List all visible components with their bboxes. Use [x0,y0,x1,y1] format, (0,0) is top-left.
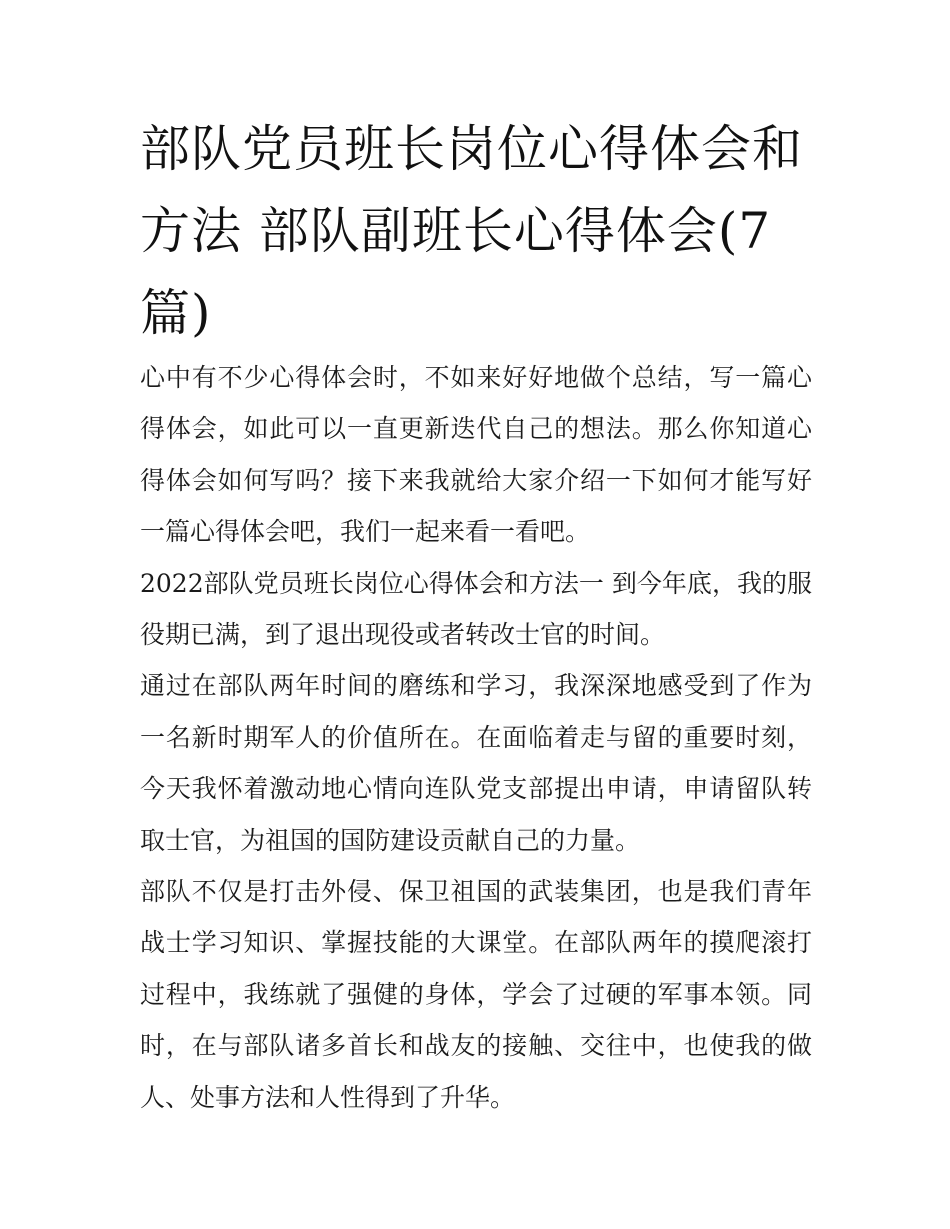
document-title: 部队党员班长岗位心得体会和方法 部队副班长心得体会(7篇) [140,120,803,342]
document-body [140,352,812,1123]
paragraph-1: 2022部队党员班长岗位心得体会和方法一 到今年底，我的服役期已满，到了退出现役或者转改士官的时间。 [140,568,812,650]
paragraph-3: 部队不仅是打击外侵、保卫祖国的武装集团，也是我们青年战士学习知识、掌握技能的大课堂。在部队两年的摸爬滚打过程中，我练就了强健的身体，学会了过硬的军事本领。同时，在与部队诸多首长和战友的接触、交往中，也使我的做人、处事方法和人性得到了升华。 [140,877,812,1112]
paragraph-2: 通过在部队两年时间的磨练和学习，我深深地感受到了作为一名新时期军人的价值所在。在面临着走与留的重要时刻，今天我怀着激动地心情向连队党支部提出申请，申请留队转取士官，为祖国的国防建设贡献自己的力量。 [140,671,812,855]
paragraph-intro: 心中有不少心得体会时，不如来好好地做个总结，写一篇心得体会，如此可以一直更新迭代自己的想法。那么你知道心得体会如何写吗？接下来我就给大家介绍一下如何才能写好一篇心得体会吧，我们一起来看一看吧。 [140,363,812,547]
